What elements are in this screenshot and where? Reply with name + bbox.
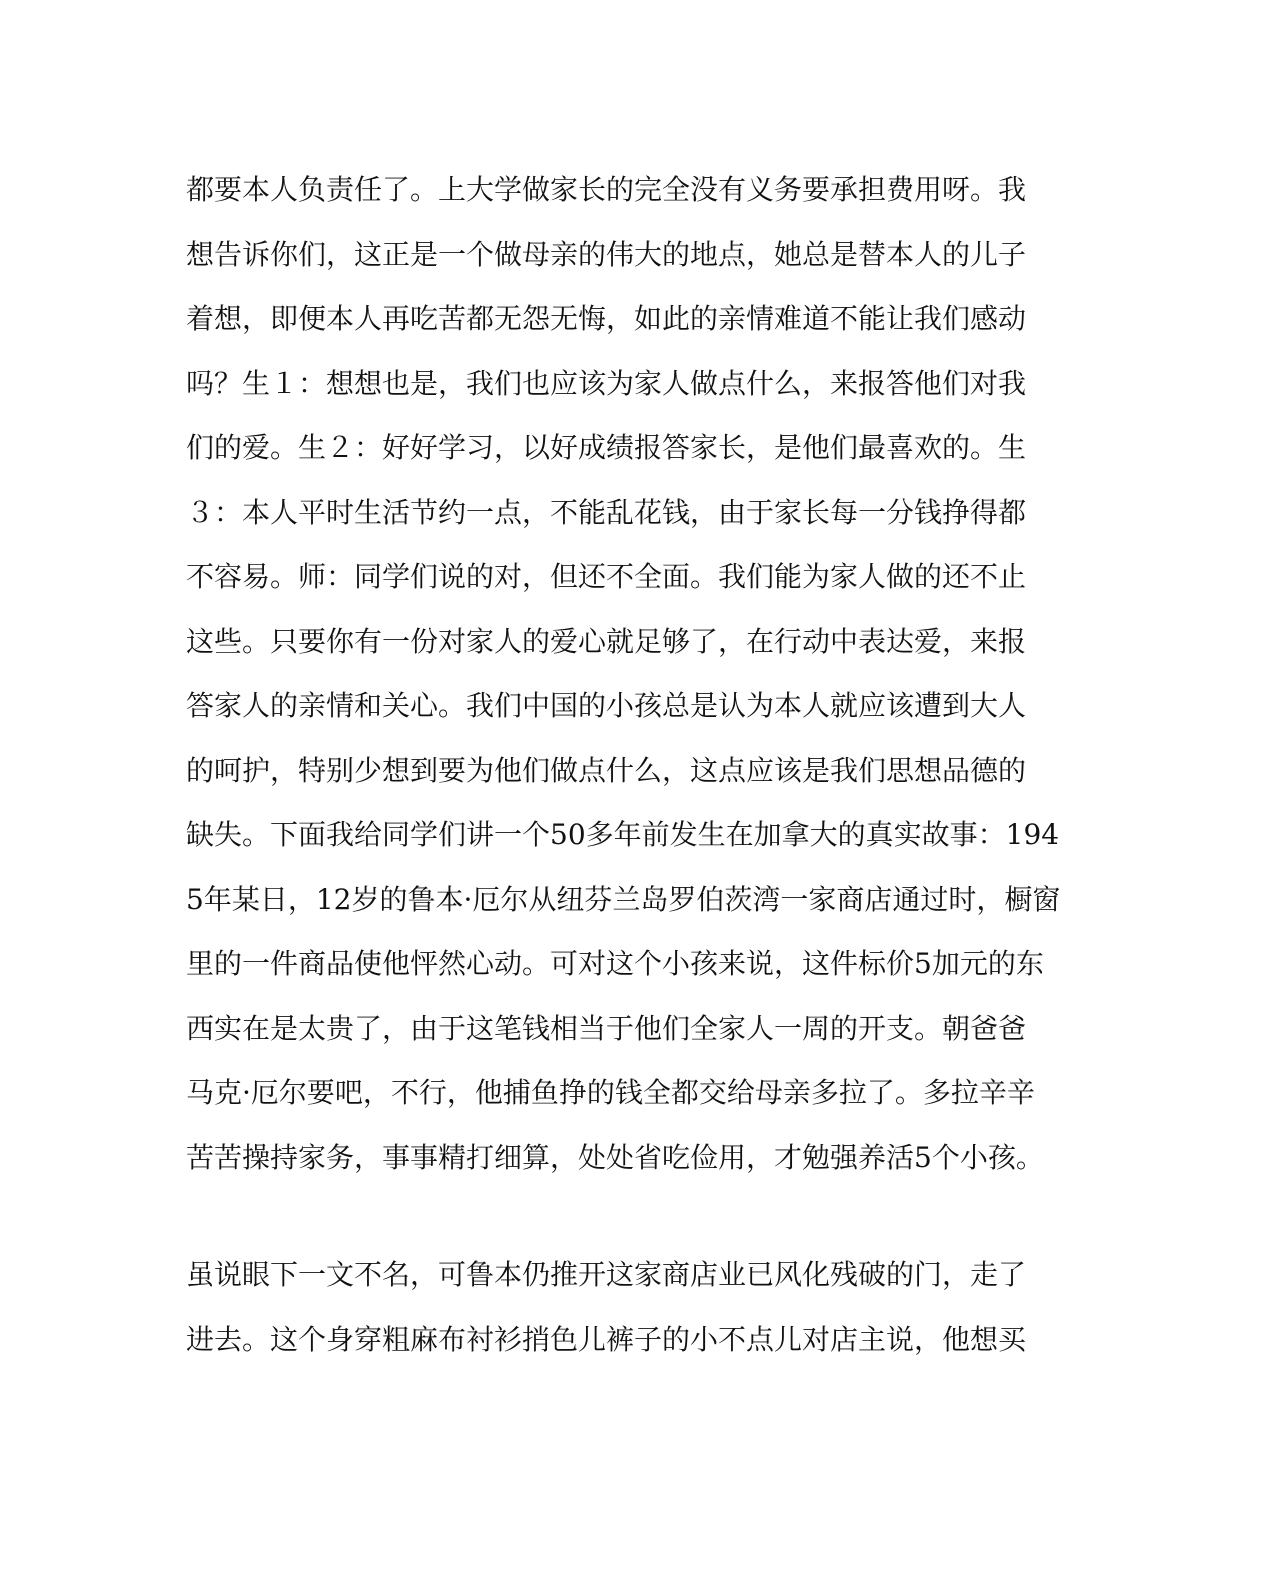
text-line: 缺失。下面我给同学们讲一个50多年前发生在加拿大的真实故事：194 <box>186 818 1060 851</box>
text-line: 里的一件商品使他怦然心动。可对这个小孩来说，这件标价5加元的东 <box>186 947 1044 980</box>
text-line: 着想，即便本人再吃苦都无怨无悔，如此的亲情难道不能让我们感动 <box>186 302 1027 335</box>
text-line: 的呵护，特别少想到要为他们做点什么，这点应该是我们思想品德的 <box>186 753 1027 787</box>
text-line: ３：本人平时生活节约一点，不能乱花钱，由于家长每一分钱挣得都 <box>186 495 1027 529</box>
text-line: 马克·厄尔要吧，不行，他捕鱼挣的钱全都交给母亲多拉了。多拉辛辛 <box>186 1076 1035 1109</box>
text-line: 5年某日，12岁的鲁本·厄尔从纽芬兰岛罗伯茨湾一家商店通过时，橱窗 <box>186 882 1061 916</box>
text-line: 想告诉你们，这正是一个做母亲的伟大的地点，她总是替本人的儿子 <box>186 237 1027 271</box>
text-line: 虽说眼下一文不名，可鲁本仍推开这家商店业已风化残破的门，走了 <box>186 1258 1027 1291</box>
text-line: 都要本人负责任了。上大学做家长的完全没有义务要承担费用呀。我 <box>186 173 1027 206</box>
text-line: 吗？生１：想想也是，我们也应该为家人做点什么，来报答他们对我 <box>186 366 1027 400</box>
text-line: 们的爱。生２：好好学习，以好成绩报答家长，是他们最喜欢的。生 <box>186 431 1027 464</box>
paragraph-2 <box>186 1243 1086 1372</box>
text-line: 进去。这个身穿粗麻布衬衫捎色儿裤子的小不点儿对店主说，他想买 <box>186 1322 1027 1356</box>
text-line: 这些。只要你有一份对家人的爱心就足够了，在行动中表达爱，来报 <box>186 624 1027 658</box>
text-line: 答家人的亲情和关心。我们中国的小孩总是认为本人就应该遭到大人 <box>186 689 1027 722</box>
text-line: 不容易。师：同学们说的对，但还不全面。我们能为家人做的还不止 <box>186 560 1027 593</box>
paragraph-1 <box>186 158 1086 1190</box>
text-line: 西实在是太贵了，由于这笔钱相当于他们全家人一周的开支。朝爸爸 <box>186 1011 1027 1045</box>
text-line: 苦苦操持家务，事事精打细算，处处省吃俭用，才勉强养活5个小孩。 <box>186 1140 1044 1174</box>
